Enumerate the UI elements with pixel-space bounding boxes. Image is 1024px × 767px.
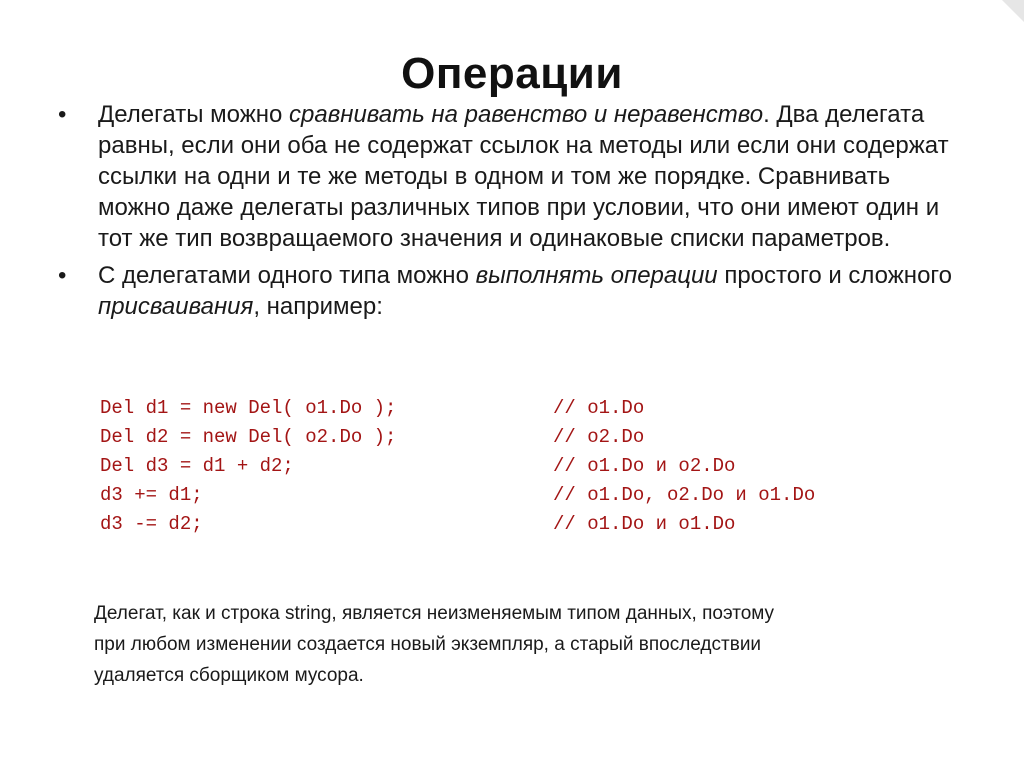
bullet-text-segment: Делегаты можно: [98, 101, 290, 128]
code-statement: Del d1 = new Del( o1.Do );: [100, 397, 397, 419]
slide-corner-decoration: [1002, 0, 1024, 22]
bullet-text-segment: . Два делегата равны, если они оба не содержат ссылок на методы или если они содержат ссылки на одни и те же методы в одном и том же порядке. Сравнивать можно даже делегаты различных типов при условии, что они имеют один и тот же тип возвращаемого значения и одинаковые списки параметров.: [98, 101, 949, 252]
code-comment: // o1.Do: [553, 397, 645, 419]
note-line: удаляется сборщиком мусора.: [94, 665, 364, 686]
code-statement: Del d3 = d1 + d2;: [100, 455, 294, 477]
code-comment: // o1.Do, o2.Do и o1.Do: [553, 484, 816, 506]
code-comment: // o1.Do и o1.Do: [553, 513, 736, 535]
bullet-text-italic: присваивания: [98, 293, 254, 320]
bullet-marker: •: [58, 101, 67, 128]
slide-title: Операции: [401, 49, 623, 99]
code-comment: // o2.Do: [553, 426, 645, 448]
code-line: [100, 394, 920, 423]
code-statement: Del d2 = new Del( o2.Do );: [100, 426, 397, 448]
bullet-item-assignment: [58, 260, 958, 322]
code-line: [100, 423, 920, 452]
bullet-marker: •: [58, 262, 67, 289]
code-line: [100, 452, 920, 481]
immutability-note: [94, 598, 954, 691]
bullet-text-segment: , например:: [253, 293, 383, 320]
code-example: [100, 394, 920, 539]
bullet-text-italic: выполнять операции: [475, 262, 718, 289]
code-statement: d3 += d1;: [100, 484, 203, 506]
code-line: [100, 481, 920, 510]
code-line: [100, 510, 920, 539]
bullet-text-segment: простого и сложного: [717, 262, 952, 289]
bullet-text-segment: С делегатами одного типа можно: [98, 262, 476, 289]
code-statement: d3 -= d2;: [100, 513, 203, 535]
bullet-text-italic: сравнивать на равенство и неравенство: [289, 101, 764, 128]
note-line: Делегат, как и строка string, является неизменяемым типом данных, поэтому: [94, 603, 775, 624]
bullet-item-comparison: [58, 99, 958, 254]
code-comment: // o1.Do и o2.Do: [553, 455, 736, 477]
bullet-list: [58, 99, 958, 328]
note-line: при любом изменении создается новый экземпляр, а старый впоследствии: [94, 634, 762, 655]
